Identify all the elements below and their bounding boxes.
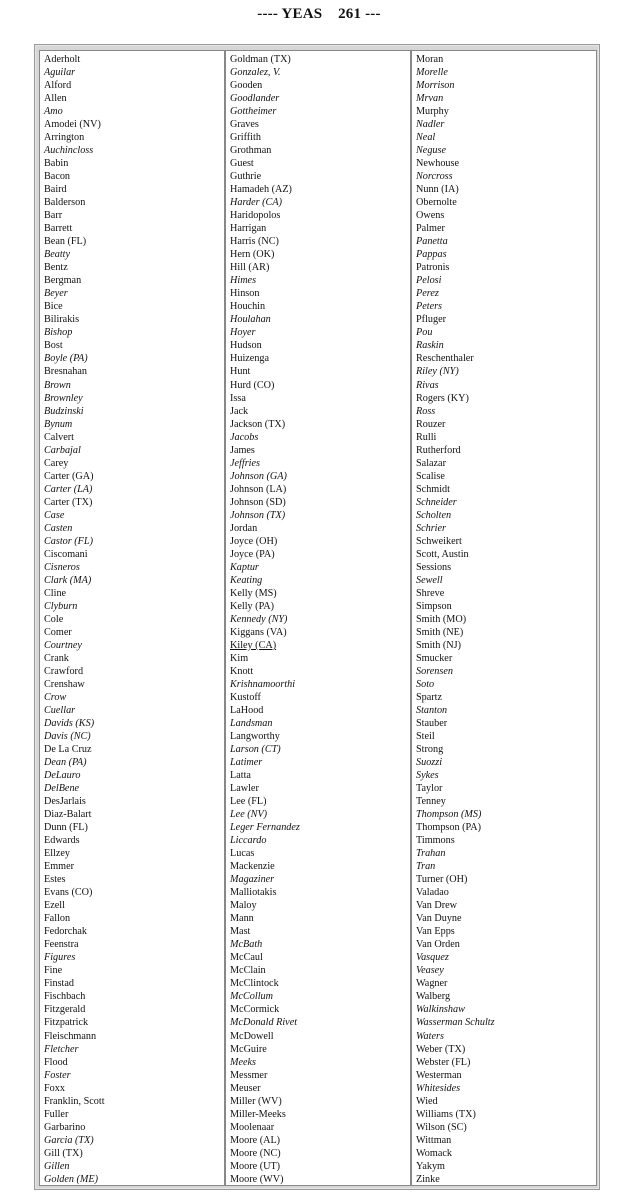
- member-name: Garbarino: [44, 1121, 86, 1133]
- member-name: McDonald Rivet: [230, 1017, 298, 1029]
- member-name: Beyer: [44, 288, 68, 300]
- member-name: Mackenzie: [230, 861, 275, 873]
- member-name: Hoyer: [230, 327, 256, 339]
- member-name: Crow: [44, 691, 67, 703]
- member-name: Morelle: [416, 67, 448, 79]
- member-name: Kiggans (VA): [230, 626, 287, 638]
- member-name: Cuellar: [44, 705, 76, 716]
- member-name: Aderholt: [44, 54, 81, 65]
- member-name: Scholten: [416, 509, 452, 521]
- member-name: DeLauro: [44, 770, 81, 782]
- member-name: Williams (TX): [416, 1108, 476, 1120]
- member-name: Ellzey: [44, 848, 71, 860]
- member-name: Gonzalez, V.: [230, 67, 281, 79]
- member-name: Carter (LA): [44, 483, 93, 495]
- member-name: Kaptur: [230, 561, 259, 573]
- member-name: Clark (MA): [44, 574, 92, 586]
- member-name: Webster (FL): [416, 1056, 471, 1068]
- member-name: Jackson (TX): [230, 418, 286, 430]
- member-name: Flood: [44, 1056, 68, 1068]
- member-name: Miller-Meeks: [230, 1108, 286, 1120]
- member-name: Veasey: [416, 965, 444, 977]
- member-name: Fuller: [44, 1108, 69, 1120]
- member-name: Wittman: [416, 1134, 452, 1146]
- member-name: Palmer: [416, 223, 445, 235]
- member-name: Baird: [44, 184, 67, 196]
- member-name: Newhouse: [416, 158, 460, 170]
- member-name: Fleischmann: [44, 1030, 97, 1042]
- member-name: Smucker: [416, 652, 453, 664]
- member-name: Diaz-Balart: [44, 809, 92, 821]
- member-name: Goldman (TX): [230, 54, 291, 65]
- member-name: Weber (TX): [416, 1043, 466, 1055]
- member-name: Spartz: [416, 691, 443, 703]
- member-name: Budzinski: [44, 405, 84, 417]
- member-name: Aguilar: [44, 67, 76, 79]
- member-name: Moore (WV): [230, 1173, 284, 1185]
- member-name: Strong: [416, 744, 444, 756]
- member-name: Issa: [230, 392, 246, 404]
- member-name: Sessions: [416, 561, 452, 573]
- member-name: Moolenaar: [230, 1121, 275, 1133]
- member-name: Casten: [44, 522, 73, 534]
- member-name: Messmer: [230, 1069, 268, 1081]
- member-name: Hunt: [230, 366, 251, 378]
- member-name: Mann: [230, 913, 254, 925]
- member-name: Kustoff: [230, 691, 261, 703]
- member-name: Calvert: [44, 431, 74, 443]
- member-name: Liccardo: [230, 835, 267, 847]
- member-name: Vasquez: [416, 952, 449, 964]
- member-name: Bost: [44, 340, 63, 352]
- member-name: Kelly (MS): [230, 587, 277, 599]
- member-name: McClintock: [230, 978, 279, 990]
- member-name: Schmidt: [416, 483, 450, 495]
- member-name: Houlahan: [230, 314, 271, 326]
- member-name: Jack: [230, 405, 249, 417]
- member-name: Hill (AR): [230, 262, 270, 274]
- member-name: Waters: [416, 1030, 444, 1042]
- member-name: Soto: [416, 678, 435, 690]
- member-name: Panetta: [416, 236, 448, 248]
- member-name: Crank: [44, 652, 69, 664]
- member-name: Houchin: [230, 301, 266, 313]
- page-title: ---- YEAS 261 ---: [257, 6, 381, 22]
- member-name: Moore (NC): [230, 1147, 281, 1159]
- member-name: Krishnamoorthi: [230, 678, 296, 690]
- member-name: Leger Fernandez: [230, 822, 300, 834]
- member-name: Harder (CA): [230, 197, 282, 209]
- member-name: Johnson (TX): [230, 509, 286, 521]
- member-name: Griffith: [230, 132, 261, 144]
- member-name: Brown: [44, 379, 71, 391]
- member-name: Reschenthaler: [416, 353, 474, 365]
- member-name: Hinson: [230, 288, 260, 300]
- member-name: Jacobs: [230, 431, 259, 443]
- member-name: Tenney: [416, 796, 446, 808]
- member-name: Pou: [416, 327, 433, 339]
- member-name: Bynum: [44, 418, 73, 430]
- member-name: Harris (NC): [230, 236, 279, 248]
- member-name: Sorensen: [416, 665, 453, 677]
- member-name: Johnson (LA): [230, 483, 287, 495]
- member-name: Dean (PA): [44, 757, 87, 769]
- member-name: De La Cruz: [44, 744, 92, 756]
- member-name: McGuire: [230, 1043, 267, 1055]
- member-name: Thompson (MS): [416, 809, 482, 821]
- member-name: Van Drew: [416, 900, 458, 912]
- member-name: Nadler: [416, 119, 445, 131]
- member-name: Edwards: [44, 835, 80, 847]
- member-name: Schrier: [416, 522, 446, 534]
- member-name: Raskin: [416, 340, 444, 352]
- member-name: Rutherford: [416, 444, 461, 456]
- member-name: Wasserman Schultz: [416, 1017, 495, 1029]
- member-name: Lucas: [230, 848, 255, 860]
- member-name: Maloy: [230, 900, 257, 912]
- member-name: Gooden: [230, 80, 263, 92]
- member-name: Feenstra: [44, 939, 79, 951]
- member-name: Joyce (PA): [230, 548, 275, 560]
- member-name: Bice: [44, 301, 63, 313]
- member-name: Walkinshaw: [416, 1004, 465, 1016]
- member-name: Van Duyne: [416, 913, 462, 925]
- member-name: McBath: [230, 939, 263, 951]
- member-name: Smith (MO): [416, 613, 467, 625]
- member-name: DelBene: [44, 783, 80, 795]
- member-name: Himes: [230, 275, 257, 287]
- member-name: Carter (TX): [44, 496, 93, 508]
- member-name: Latimer: [230, 757, 263, 769]
- member-name: Mrvan: [416, 93, 444, 105]
- member-name: Carey: [44, 457, 69, 469]
- member-name: Smith (NJ): [416, 639, 461, 651]
- member-name: Golden (ME): [44, 1173, 99, 1185]
- member-name: Moran: [416, 54, 444, 65]
- member-name: Foxx: [44, 1082, 65, 1094]
- member-name: Timmons: [416, 835, 455, 847]
- member-name: Emmer: [44, 861, 74, 873]
- member-name: Pappas: [416, 249, 447, 261]
- member-name: Wied: [416, 1095, 438, 1107]
- member-name: McDowell: [230, 1030, 274, 1042]
- member-name: Womack: [416, 1147, 452, 1159]
- member-name: Carbajal: [44, 444, 81, 456]
- member-name: Figures: [44, 952, 76, 964]
- member-name: Owens: [416, 210, 445, 222]
- member-name: Jordan: [230, 522, 258, 534]
- member-name: Barr: [44, 210, 63, 222]
- member-name: Smith (NE): [416, 626, 464, 638]
- member-name: Johnson (SD): [230, 496, 286, 508]
- member-name: Davis (NC): [44, 731, 91, 743]
- member-name: Johnson (GA): [230, 470, 287, 482]
- member-name: Bergman: [44, 275, 82, 287]
- member-name: Cisneros: [44, 561, 80, 573]
- member-name: Wilson (SC): [416, 1121, 467, 1133]
- member-name: Bishop: [44, 327, 73, 339]
- member-name: Sewell: [416, 574, 443, 586]
- member-name: Fedorchak: [44, 926, 87, 938]
- member-name: Case: [44, 509, 65, 521]
- member-name: Brownley: [44, 392, 83, 404]
- member-name: Rivas: [416, 379, 439, 391]
- member-name: McCaul: [230, 952, 263, 964]
- member-name: Gill (TX): [44, 1147, 83, 1159]
- member-name: Haridopolos: [230, 210, 281, 222]
- member-name: Arrington: [44, 132, 85, 144]
- member-name: Beatty: [44, 249, 71, 261]
- member-name: Fischbach: [44, 991, 86, 1003]
- member-name: Valadao: [416, 887, 449, 899]
- member-name: Evans (CO): [44, 887, 93, 899]
- member-name: Barrett: [44, 223, 73, 235]
- member-name: Walberg: [416, 991, 451, 1003]
- member-name: Cline: [44, 587, 67, 599]
- member-name: Guest: [230, 158, 254, 170]
- member-name: Neguse: [416, 145, 446, 157]
- member-name: McCormick: [230, 1004, 280, 1016]
- member-name: Salazar: [416, 457, 446, 469]
- member-name: Perez: [416, 288, 439, 300]
- member-name: Davids (KS): [44, 718, 95, 730]
- member-name: Castor (FL): [44, 535, 93, 547]
- member-name: Clyburn: [44, 600, 78, 612]
- member-name: Tran: [416, 861, 436, 873]
- member-name: Dunn (FL): [44, 822, 88, 834]
- member-name: Van Orden: [416, 939, 460, 951]
- member-name: Thompson (PA): [416, 822, 481, 834]
- member-name: Courtney: [44, 639, 82, 651]
- member-name: Simpson: [416, 600, 452, 612]
- member-name: Jeffries: [230, 457, 260, 469]
- member-name: Hurd (CO): [230, 379, 275, 391]
- member-name: Kennedy (NY): [230, 613, 288, 625]
- member-name: Latta: [230, 770, 251, 782]
- member-name: Lawler: [230, 783, 259, 795]
- member-name: Mast: [230, 926, 251, 938]
- member-name: Rulli: [416, 431, 437, 443]
- member-name: Garcia (TX): [44, 1134, 94, 1146]
- member-name: Morrison: [416, 80, 455, 92]
- member-name: Nunn (IA): [416, 184, 459, 196]
- member-name: Huizenga: [230, 353, 270, 365]
- member-name: Stanton: [416, 705, 448, 716]
- member-name: Goodlander: [230, 93, 280, 105]
- member-name: Balderson: [44, 197, 86, 209]
- member-name: Auchincloss: [44, 145, 94, 157]
- member-name: Graves: [230, 119, 259, 131]
- member-name: Shreve: [416, 587, 445, 599]
- member-name: Malliotakis: [230, 887, 277, 899]
- member-name: Foster: [44, 1069, 71, 1081]
- member-name: Taylor: [416, 783, 443, 795]
- member-name: Obernolte: [416, 197, 457, 209]
- member-name: Westerman: [416, 1069, 462, 1081]
- member-name: Carter (GA): [44, 470, 94, 482]
- member-name: Suozzi: [416, 757, 443, 769]
- member-name: Boyle (PA): [44, 353, 88, 365]
- member-name: Whitesides: [416, 1082, 461, 1094]
- member-name: Fine: [44, 965, 63, 977]
- member-name: Pfluger: [416, 314, 446, 326]
- member-name: Ciscomani: [44, 548, 88, 560]
- member-name: Kelly (PA): [230, 600, 275, 612]
- member-name: Kim: [230, 652, 249, 664]
- member-name: Scalise: [416, 470, 445, 482]
- member-name: Babin: [44, 158, 69, 170]
- member-name: Pelosi: [416, 275, 442, 287]
- member-name: Finstad: [44, 978, 75, 990]
- member-name: Estes: [44, 874, 66, 886]
- names-column-2: [225, 50, 411, 1186]
- member-name: Knott: [230, 665, 254, 677]
- member-name: Magaziner: [230, 874, 275, 886]
- member-name: Fitzpatrick: [44, 1017, 89, 1029]
- member-name: Lee (FL): [230, 796, 267, 808]
- member-name: Stauber: [416, 718, 448, 730]
- member-name: Hern (OK): [230, 249, 275, 261]
- member-name: Crawford: [44, 665, 84, 677]
- member-name: Yakym: [416, 1160, 445, 1172]
- member-name: LaHood: [230, 705, 264, 716]
- names-column-3: [411, 50, 597, 1186]
- member-name: Riley (NY): [416, 366, 459, 378]
- member-name: Allen: [44, 93, 67, 105]
- member-name: Neal: [416, 132, 436, 144]
- member-name: Gillen: [44, 1160, 70, 1172]
- member-name: Rouzer: [416, 418, 446, 430]
- member-name: Fitzgerald: [44, 1004, 86, 1016]
- member-name: Van Epps: [416, 926, 455, 938]
- member-name: Schweikert: [416, 535, 462, 547]
- member-name: Amodei (NV): [44, 119, 101, 131]
- member-name: Fallon: [44, 913, 71, 925]
- member-name: Harrigan: [230, 223, 267, 235]
- member-name: Franklin, Scott: [44, 1095, 105, 1107]
- member-name: Rogers (KY): [416, 392, 469, 404]
- member-name: Landsman: [230, 718, 273, 730]
- member-name: McCollum: [230, 991, 274, 1003]
- member-name: Ezell: [44, 900, 65, 912]
- member-name: Bilirakis: [44, 314, 80, 326]
- member-name: Scott, Austin: [416, 548, 469, 560]
- member-name: Meuser: [230, 1082, 261, 1094]
- member-name: Patronis: [416, 262, 450, 274]
- member-name: Guthrie: [230, 171, 262, 183]
- member-name: McClain: [230, 965, 266, 977]
- member-name: Steil: [416, 731, 435, 743]
- member-name: Bentz: [44, 262, 68, 274]
- member-name: Hamadeh (AZ): [230, 184, 292, 196]
- member-name: Cole: [44, 613, 64, 625]
- member-name: Bean (FL): [44, 236, 87, 248]
- member-name: Turner (OH): [416, 874, 468, 886]
- member-name: Fletcher: [44, 1043, 79, 1055]
- member-name: Langworthy: [230, 731, 280, 743]
- member-name: Comer: [44, 626, 72, 638]
- member-name: Peters: [416, 301, 443, 313]
- member-name: Bacon: [44, 171, 71, 183]
- member-name: Meeks: [230, 1056, 257, 1068]
- member-name: Moore (AL): [230, 1134, 281, 1146]
- member-name: Kiley (CA): [230, 639, 277, 651]
- member-name: DesJarlais: [44, 796, 86, 808]
- member-name: Wagner: [416, 978, 448, 990]
- member-name: Norcross: [416, 171, 453, 183]
- member-name: Crenshaw: [44, 678, 85, 690]
- member-name: Grothman: [230, 145, 272, 157]
- member-name: Alford: [44, 80, 72, 92]
- yeas-table: [34, 44, 600, 1190]
- member-name: Gottheimer: [230, 106, 277, 118]
- member-name: Bresnahan: [44, 366, 87, 378]
- member-name: James: [230, 444, 255, 456]
- member-name: Keating: [230, 574, 263, 586]
- member-name: Ross: [416, 405, 436, 417]
- member-name: Larson (CT): [230, 744, 281, 756]
- member-name: Murphy: [416, 106, 449, 118]
- member-name: Amo: [44, 106, 63, 118]
- member-name: Schneider: [416, 496, 457, 508]
- member-name: Moore (UT): [230, 1160, 281, 1172]
- member-name: Sykes: [416, 770, 439, 782]
- member-name: Lee (NV): [230, 809, 268, 821]
- member-name: Miller (WV): [230, 1095, 282, 1107]
- names-column-1: [39, 50, 225, 1186]
- member-name: Zinke: [416, 1173, 440, 1185]
- member-name: Trahan: [416, 848, 446, 860]
- member-name: Joyce (OH): [230, 535, 278, 547]
- member-name: Hudson: [230, 340, 262, 352]
